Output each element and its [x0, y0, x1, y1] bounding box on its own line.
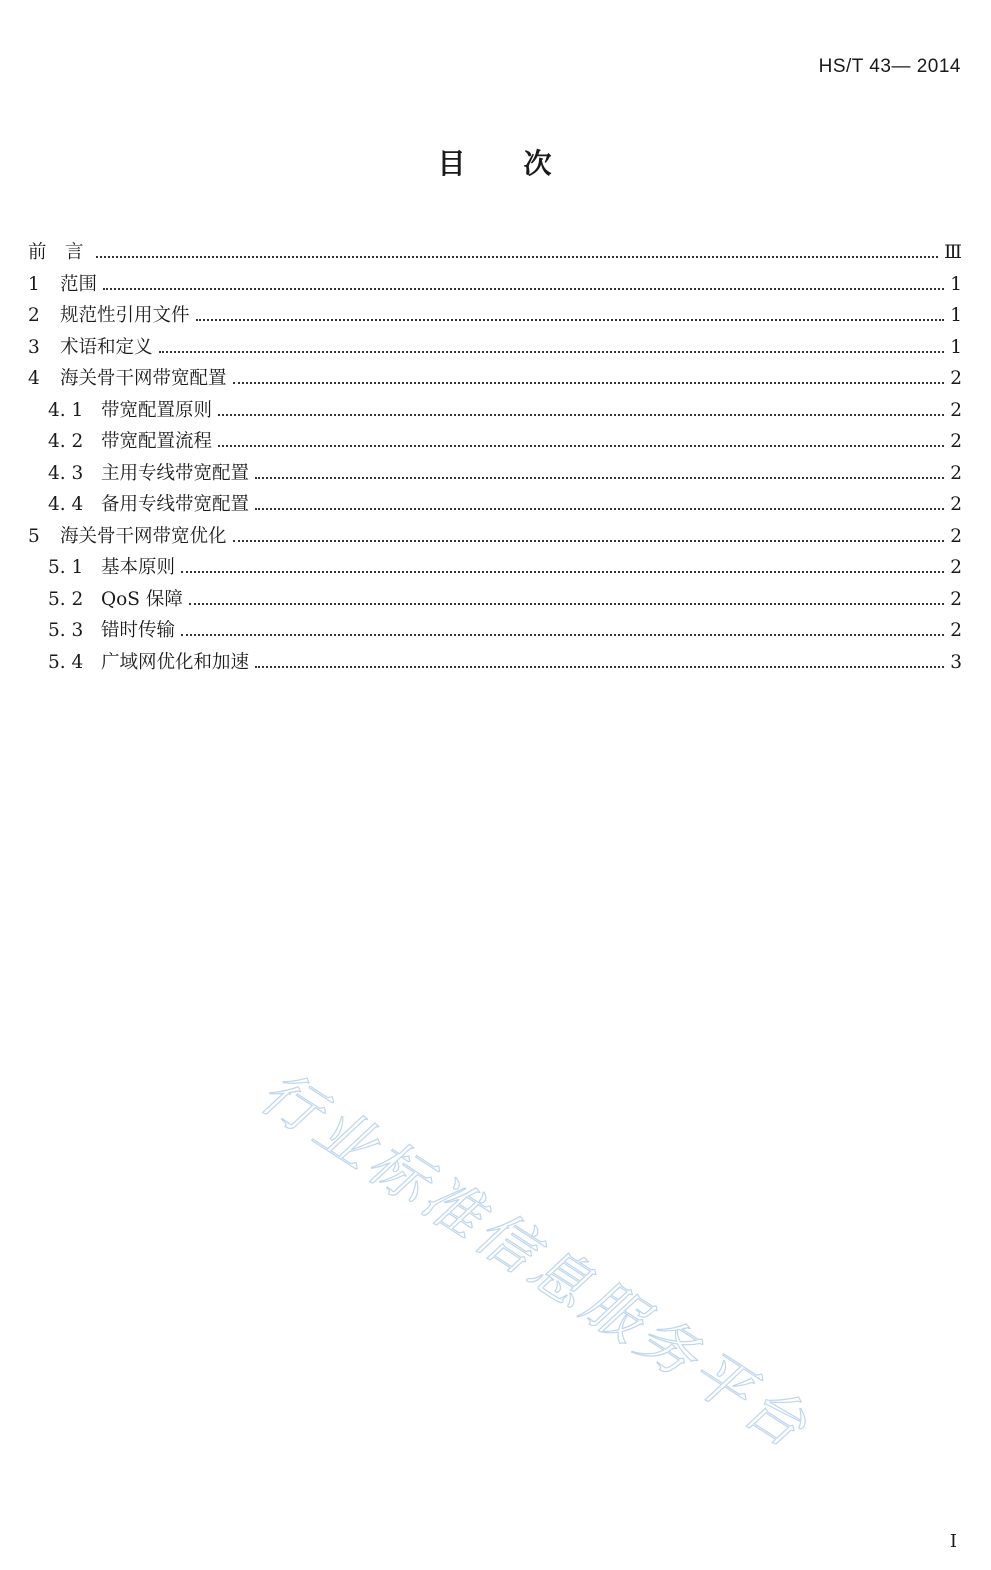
toc-entry-label: 海关骨干网带宽配置	[60, 368, 227, 389]
toc-entry-page: 2	[950, 368, 962, 389]
toc-leader-dots	[181, 570, 944, 573]
toc-leader-dots	[218, 444, 944, 447]
toc-entry-number: 5. 3	[48, 620, 84, 641]
toc-subentry[interactable]	[28, 427, 962, 459]
toc-entry-number: 4. 3	[48, 462, 84, 484]
toc-leader-dots	[196, 318, 944, 321]
toc-entry[interactable]	[28, 238, 962, 270]
toc-leader-dots	[159, 350, 944, 353]
toc-entry-number: 4. 1	[48, 399, 84, 421]
toc-entry-label: 基本原则	[101, 557, 176, 578]
toc-entry-page: 1	[950, 336, 962, 358]
toc-entry-label: 海关骨干网带宽优化	[60, 525, 227, 547]
toc-entry-label: 术语和定义	[60, 336, 153, 358]
toc-entry-label: 主用专线带宽配置	[101, 462, 250, 484]
watermark-text: 行业标准信息服务平台	[248, 1057, 823, 1464]
toc-entry-label: 广域网优化和加速	[101, 651, 250, 673]
page-title	[0, 142, 991, 182]
toc-leader-dots	[181, 633, 944, 636]
toc-entry-number: 4. 2	[48, 431, 84, 452]
toc-leader-dots	[233, 381, 944, 384]
toc-entry-number: 前 言	[28, 242, 84, 263]
toc-entry-page: 3	[950, 651, 962, 673]
toc-entry-page: Ⅲ	[944, 242, 962, 263]
toc-leader-dots	[233, 539, 944, 542]
toc-entry-number: 2	[28, 305, 40, 326]
toc-entry-label: 范围	[60, 273, 98, 295]
toc-entry-number: 1	[28, 273, 40, 295]
toc-leader-dots	[96, 255, 938, 258]
page-title-right: 次	[523, 147, 554, 180]
toc-subentry[interactable]	[28, 396, 962, 428]
toc-entry-number: 4	[28, 368, 40, 389]
toc-entry[interactable]	[28, 522, 962, 554]
toc-subentry[interactable]	[28, 459, 962, 491]
toc-entry-label: 规范性引用文件	[60, 305, 190, 326]
toc-entry[interactable]	[28, 270, 962, 302]
toc-entry-label: 带宽配置流程	[101, 431, 213, 452]
toc-entry-page: 2	[950, 399, 962, 421]
toc-entry-number: 5. 2	[48, 588, 84, 610]
toc-entry-page: 2	[950, 431, 962, 452]
toc-entry[interactable]	[28, 301, 962, 333]
toc-entry-label: 带宽配置原则	[101, 399, 213, 421]
toc-entry-page: 2	[950, 462, 962, 484]
toc-entry-page: 1	[950, 273, 962, 295]
toc-leader-dots	[255, 665, 944, 668]
toc-entry-page: 2	[950, 557, 962, 578]
toc-subentry[interactable]	[28, 553, 962, 585]
toc-entry-page: 2	[950, 620, 962, 641]
page-number: I	[949, 1531, 957, 1552]
toc-entry-page: 2	[950, 494, 962, 515]
toc-leader-dots	[255, 507, 944, 510]
toc-entry-number: 4. 4	[48, 494, 84, 515]
toc-entry-page: 2	[950, 588, 962, 610]
toc-entry-number: 3	[28, 336, 40, 358]
toc-leader-dots	[255, 476, 944, 479]
page-title-left: 目	[437, 147, 468, 180]
toc-leader-dots	[103, 287, 944, 290]
toc-entry[interactable]	[28, 333, 962, 365]
toc-leader-dots	[189, 602, 944, 605]
toc-entry-page: 2	[950, 525, 962, 547]
toc-entry-label: 错时传输	[101, 620, 176, 641]
standard-code: HS/T 43— 2014	[818, 56, 961, 77]
toc-subentry[interactable]	[28, 585, 962, 617]
toc-subentry[interactable]	[28, 648, 962, 680]
toc-entry-number: 5. 4	[48, 651, 84, 673]
toc-entry-page: 1	[950, 305, 962, 326]
toc-entry-number: 5. 1	[48, 557, 84, 578]
toc-entry-number: 5	[28, 525, 40, 547]
toc-entry-label: QoS 保障	[101, 588, 183, 610]
toc-subentry[interactable]	[28, 490, 962, 522]
toc-entry[interactable]	[28, 364, 962, 396]
table-of-contents	[28, 238, 962, 679]
toc-entry-label: 备用专线带宽配置	[101, 494, 250, 515]
toc-leader-dots	[218, 413, 944, 416]
toc-subentry[interactable]	[28, 616, 962, 648]
